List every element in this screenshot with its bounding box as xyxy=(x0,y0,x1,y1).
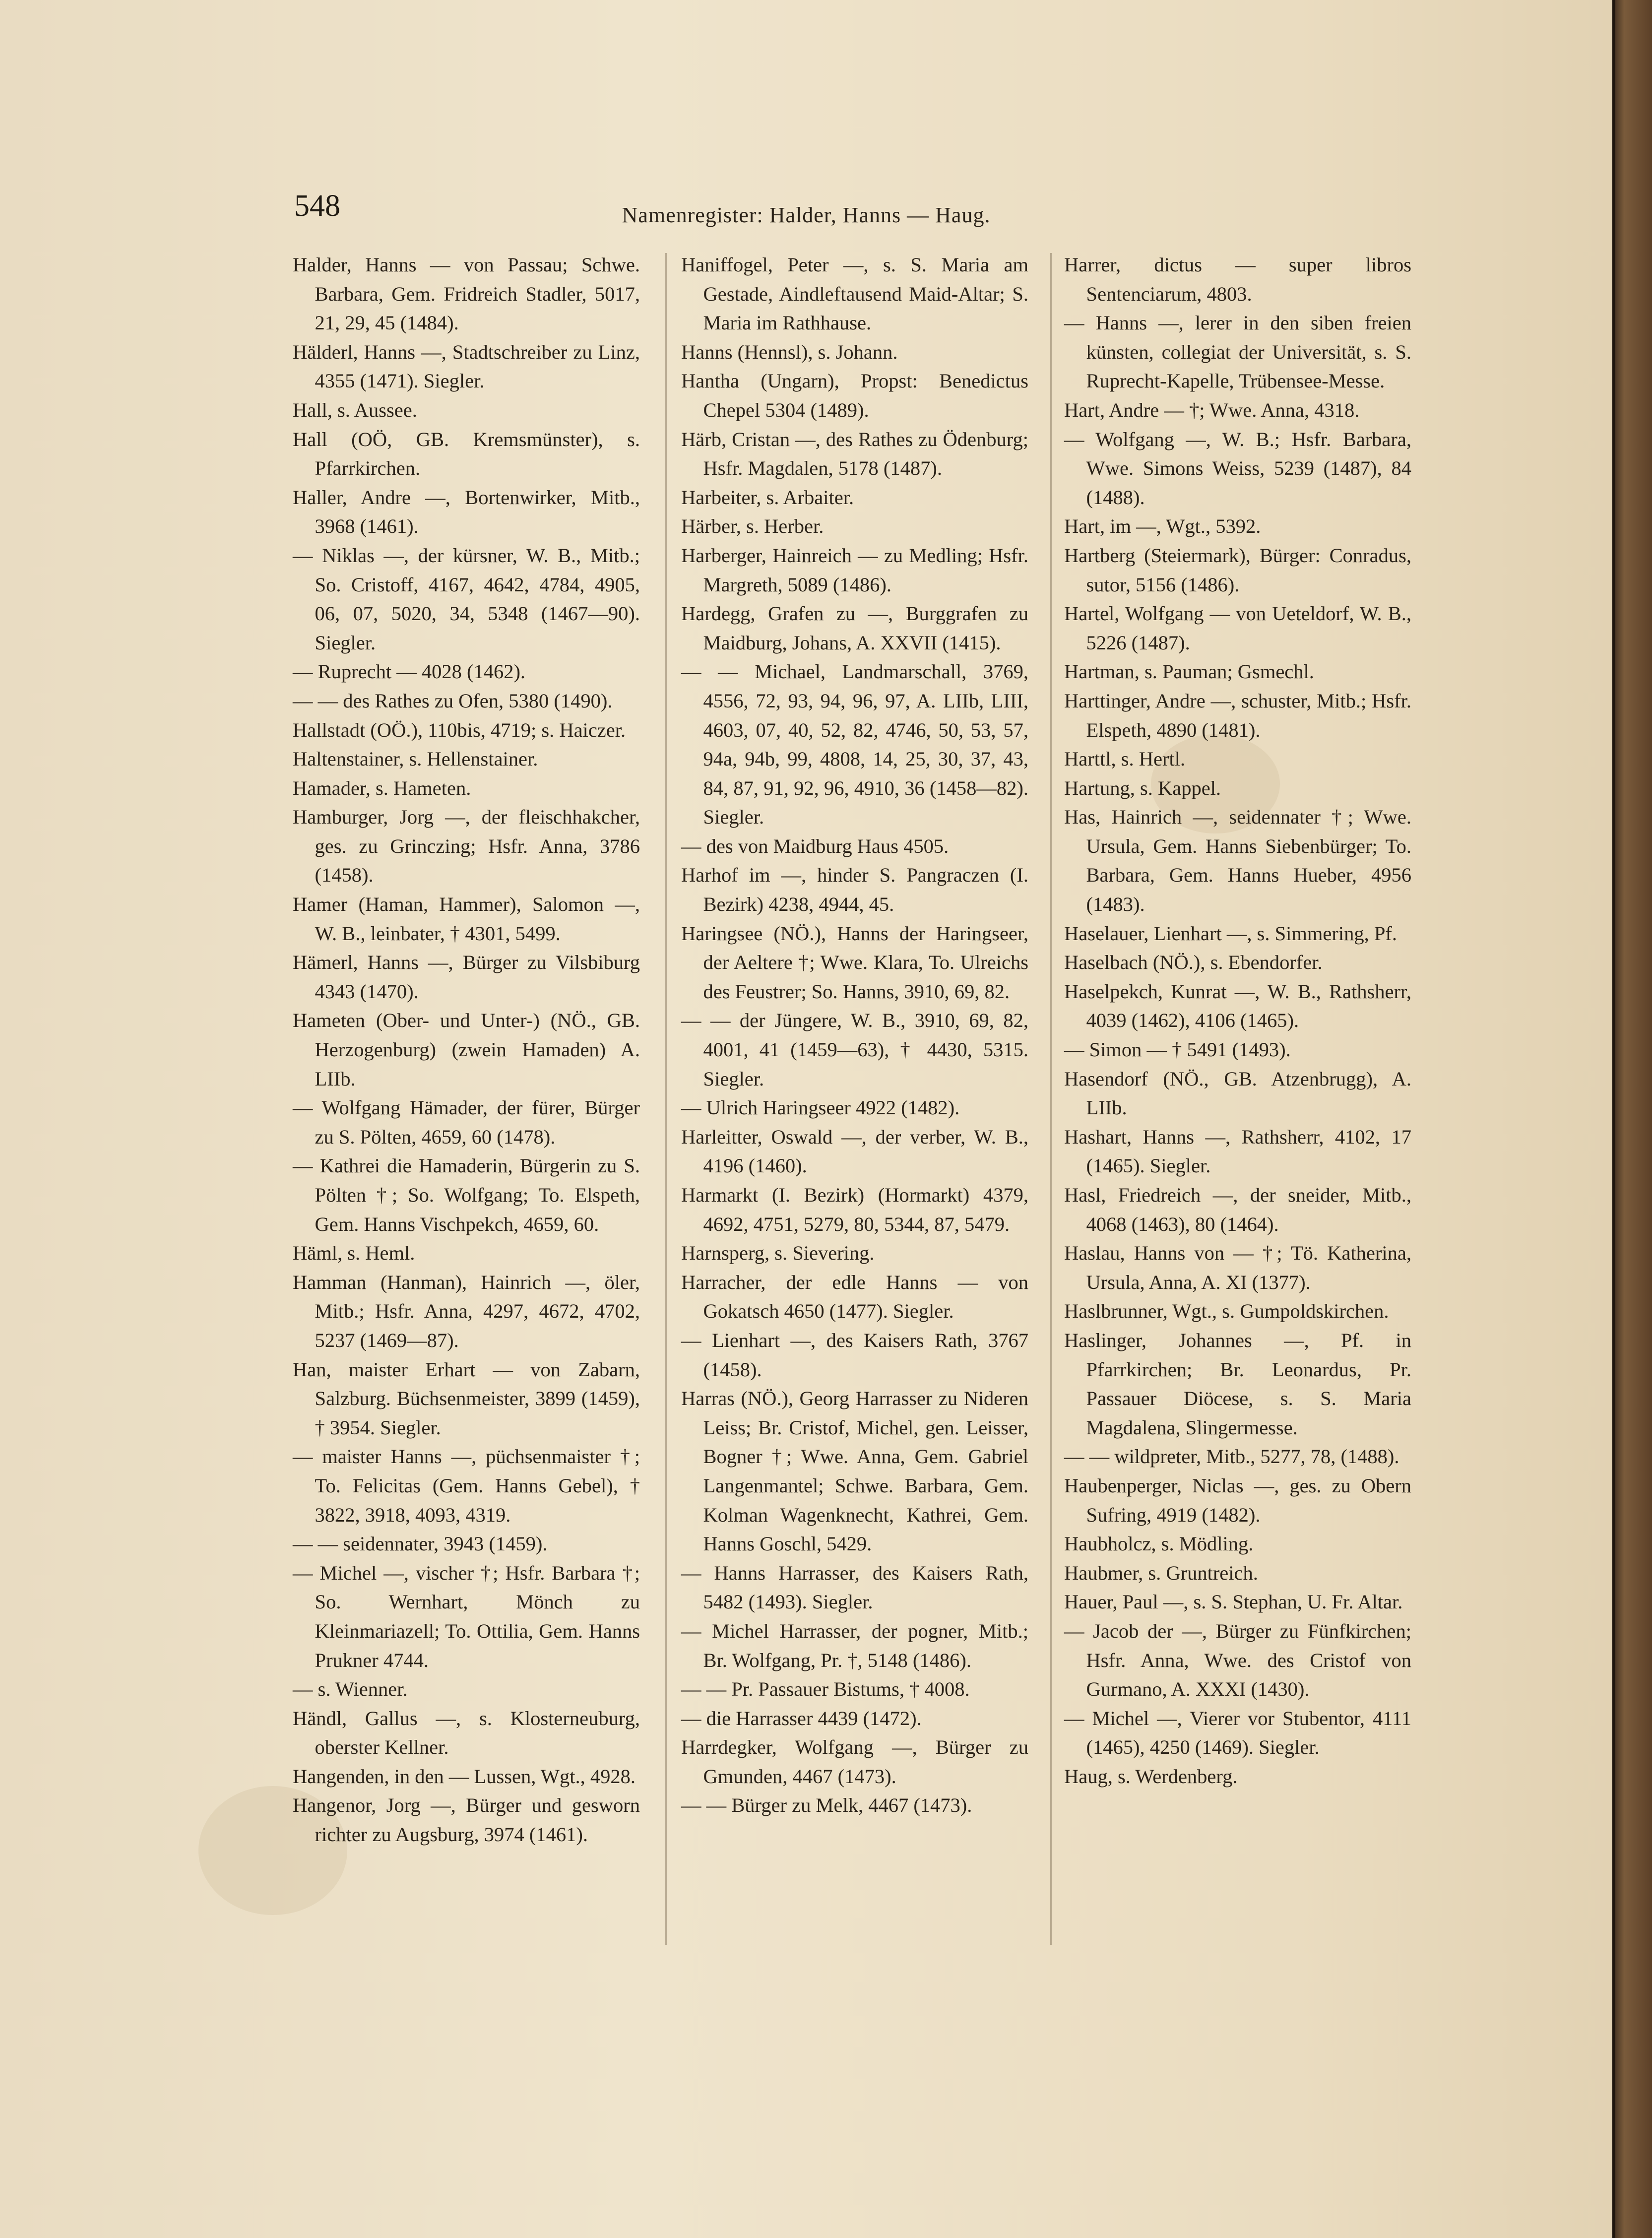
index-entry: Harttl, s. Hertl. xyxy=(1064,748,1186,770)
index-entry: Hangenor, Jorg —, Bürger und gesworn richter zu Augsburg, 3974 (1461). xyxy=(293,1794,640,1846)
index-entry: Hart, im —, Wgt., 5392. xyxy=(1064,515,1261,538)
index-entry: Harmarkt (I. Bezirk) (Hormarkt) 4379, 4692, 4751, 5279, 80, 5344, 87, 5479. xyxy=(681,1184,1028,1235)
index-entry: Hartel, Wolfgang — von Ueteldorf, W. B., 5226 (1487). xyxy=(1064,602,1411,654)
index-entry: — Michel —, vischer †; Hsfr. Barbara †; So. Wernhart, Mönch zu Kleinmariazell; To. Ottilia, Gem. Hanns Prukner 4744. xyxy=(293,1561,640,1671)
index-entry: Hamman (Hanman), Hainrich —, öler, Mitb.; Hsfr. Anna, 4297, 4672, 4702, 5237 (1469—87). xyxy=(293,1271,640,1351)
index-entry: Haslau, Hanns von — †; Tö. Katherina, Ursula, Anna, A. XI (1377). xyxy=(1064,1242,1411,1293)
index-entry: Hall, s. Aussee. xyxy=(293,398,417,421)
page-number: 548 xyxy=(294,189,340,223)
index-entry: Haslinger, Johannes —, Pf. in Pfarrkirchen; Br. Leonardus, Pr. Passauer Diöcese, s. S. Maria Magdalena, Slingermesse. xyxy=(1064,1329,1411,1439)
index-entry: Hasendorf (NÖ., GB. Atzenbrugg), A. LIIb. xyxy=(1064,1067,1411,1119)
index-entry: Harrdegker, Wolfgang —, Bürger zu Gmunden, 4467 (1473). xyxy=(681,1736,1028,1788)
book-spine xyxy=(1612,0,1652,2238)
index-entry: Harras (NÖ.), Georg Harrasser zu Nideren Leiss; Br. Cristof, Michel, gen. Leisser, Bogner †; Wwe. Anna, Gem. Gabriel Langenmantel; Schwe. Barbara, Gem. Kolman Wagenknecht, Kathrei, Gem. Hanns Goschl, 5429. xyxy=(681,1387,1028,1555)
index-entry: Haltenstainer, s. Hellenstainer. xyxy=(293,748,538,770)
index-entry: Haug, s. Werdenberg. xyxy=(1064,1765,1238,1788)
index-entry: Harttinger, Andre —, schuster, Mitb.; Hsfr. Elspeth, 4890 (1481). xyxy=(1064,689,1411,741)
index-column-3 xyxy=(1064,251,1411,1791)
running-head: Namenregister: Halder, Hanns — Haug. xyxy=(622,203,991,227)
index-entry: — maister Hanns —, püchsenmaister †; To. Felicitas (Gem. Hanns Gebel), † 3822, 3918, 4093, 4319. xyxy=(293,1445,640,1526)
index-entry: Hartman, s. Pauman; Gsmechl. xyxy=(1064,660,1314,683)
spine-edge xyxy=(1612,0,1615,2238)
index-entry: — — Bürger zu Melk, 4467 (1473). xyxy=(681,1794,972,1817)
index-entry: Hart, Andre — †; Wwe. Anna, 4318. xyxy=(1064,398,1360,421)
index-entry: Härber, s. Herber. xyxy=(681,515,824,538)
index-entry: Hantha (Ungarn), Propst: Benedictus Chepel 5304 (1489). xyxy=(681,370,1028,421)
index-entry: — Ruprecht — 4028 (1462). xyxy=(293,660,526,683)
index-entry: Händl, Gallus —, s. Klosterneuburg, oberster Kellner. xyxy=(293,1707,640,1759)
index-entry: — Hanns —, lerer in den siben freien künsten, collegiat der Universität, s. S. Ruprecht-Kapelle, Trübensee-Messe. xyxy=(1064,312,1411,392)
index-entry: Hanns (Hennsl), s. Johann. xyxy=(681,340,898,363)
index-entry: Harrer, dictus — super libros Sentenciarum, 4803. xyxy=(1064,254,1411,305)
index-entry: — Hanns Harrasser, des Kaisers Rath, 5482 (1493). Siegler. xyxy=(681,1561,1028,1613)
index-column-1 xyxy=(293,251,640,1850)
index-entry: Haselpekch, Kunrat —, W. B., Rathsherr, 4039 (1462), 4106 (1465). xyxy=(1064,980,1411,1032)
index-entry: Haubholcz, s. Mödling. xyxy=(1064,1533,1254,1555)
index-entry: — Niklas —, der kürsner, W. B., Mitb.; So. Cristoff, 4167, 4642, 4784, 4905, 06, 07, 5020, 34, 5348 (1467—90). Siegler. xyxy=(293,544,640,654)
column-rule xyxy=(1050,253,1052,1945)
index-entry: — Simon — † 5491 (1493). xyxy=(1064,1038,1291,1061)
index-entry: Harracher, der edle Hanns — von Gokatsch 4650 (1477). Siegler. xyxy=(681,1271,1028,1323)
index-entry: — Michel Harrasser, der pogner, Mitb.; Br. Wolfgang, Pr. †, 5148 (1486). xyxy=(681,1619,1028,1671)
index-entry: Hauer, Paul —, s. S. Stephan, U. Fr. Altar. xyxy=(1064,1591,1403,1613)
index-entry: Hamader, s. Hameten. xyxy=(293,776,471,799)
index-entry: Hasl, Friedreich —, der sneider, Mitb., 4068 (1463), 80 (1464). xyxy=(1064,1184,1411,1235)
index-entry: Harnsperg, s. Sievering. xyxy=(681,1242,875,1265)
index-entry: Hardegg, Grafen zu —, Burggrafen zu Maidburg, Johans, A. XXVII (1415). xyxy=(681,602,1028,654)
index-entry: — — Michael, Landmarschall, 3769, 4556, 72, 93, 94, 96, 97, A. LIIb, LIII, 4603, 07, 40, 52, 82, 4746, 50, 53, 57, 94a, 94b, 99, 4808, 14, 25, 30, 37, 43, 84, 87, 91, 92, 96, 4910, 36 (1458—82). Siegler. xyxy=(681,660,1028,829)
index-entry: — die Harrasser 4439 (1472). xyxy=(681,1707,922,1729)
index-entry: Hamburger, Jorg —, der fleischhakcher, ges. zu Grinczing; Hsfr. Anna, 3786 (1458). xyxy=(293,806,640,887)
index-entry: — Wolfgang —, W. B.; Hsfr. Barbara, Wwe. Simons Weiss, 5239 (1487), 84 (1488). xyxy=(1064,428,1411,509)
index-entry: — des von Maidburg Haus 4505. xyxy=(681,834,949,857)
index-entry: Haslbrunner, Wgt., s. Gumpoldskirchen. xyxy=(1064,1300,1389,1323)
index-entry: Has, Hainrich —, seidennater †; Wwe. Ursula, Gem. Hanns Siebenbürger; To. Barbara, Gem. Hanns Hueber, 4956 (1483). xyxy=(1064,806,1411,916)
index-entry: Haniffogel, Peter —, s. S. Maria am Gestade, Aindleftausend Maid-Altar; S. Maria im Rathhause. xyxy=(681,254,1028,334)
index-entry: Hartberg (Steiermark), Bürger: Conradus, sutor, 5156 (1486). xyxy=(1064,544,1411,596)
index-entry: Hallstadt (OÖ.), 110bis, 4719; s. Haiczer. xyxy=(293,718,626,741)
index-entry: — — des Rathes zu Ofen, 5380 (1490). xyxy=(293,689,613,712)
index-column-2 xyxy=(681,251,1028,1820)
index-entry: Harberger, Hainreich — zu Medling; Hsfr. Margreth, 5089 (1486). xyxy=(681,544,1028,596)
index-entry: Hashart, Hanns —, Rathsherr, 4102, 17 (1465). Siegler. xyxy=(1064,1125,1411,1177)
index-entry: — Ulrich Haringseer 4922 (1482). xyxy=(681,1096,960,1119)
index-entry: Hall (OÖ, GB. Kremsmünster), s. Pfarrkirchen. xyxy=(293,428,640,480)
index-entry: Haubenperger, Niclas —, ges. zu Obern Sufring, 4919 (1482). xyxy=(1064,1474,1411,1526)
index-entry: — Wolfgang Hämader, der fürer, Bürger zu S. Pölten, 4659, 60 (1478). xyxy=(293,1096,640,1148)
index-entry: Halder, Hanns — von Passau; Schwe. Barbara, Gem. Fridreich Stadler, 5017, 21, 29, 45 (1484). xyxy=(293,254,640,334)
index-entry: — s. Wienner. xyxy=(293,1678,408,1701)
index-entry: — — seidennater, 3943 (1459). xyxy=(293,1533,548,1555)
index-entry: Haller, Andre —, Bortenwirker, Mitb., 3968 (1461). xyxy=(293,486,640,538)
index-entry: — Michel —, Vierer vor Stubentor, 4111 (1465), 4250 (1469). Siegler. xyxy=(1064,1707,1411,1759)
index-entry: Haringsee (NÖ.), Hanns der Haringseer, der Aeltere †; Wwe. Klara, To. Ulreichs des Feustrer; So. Hanns, 3910, 69, 82. xyxy=(681,922,1028,1003)
index-entry: — Jacob der —, Bürger zu Fünfkirchen; Hsfr. Anna, Wwe. des Cristof von Gurmano, A. XXXI (1430). xyxy=(1064,1619,1411,1701)
index-entry: Hämerl, Hanns —, Bürger zu Vilsbiburg 4343 (1470). xyxy=(293,951,640,1003)
index-entry: Haubmer, s. Gruntreich. xyxy=(1064,1561,1258,1584)
index-entry: Hameten (Ober- und Unter-) (NÖ., GB. Herzogenburg) (zwein Hamaden) A. LIIb. xyxy=(293,1009,640,1090)
index-entry: Harleitter, Oswald —, der verber, W. B., 4196 (1460). xyxy=(681,1125,1028,1177)
index-entry: — — wildpreter, Mitb., 5277, 78, (1488). xyxy=(1064,1445,1399,1468)
index-entry: — Kathrei die Hamaderin, Bürgerin zu S. Pölten †; So. Wolfgang; To. Elspeth, Gem. Hanns Vischpekch, 4659, 60. xyxy=(293,1154,640,1235)
index-entry: — — Pr. Passauer Bistums, † 4008. xyxy=(681,1678,970,1701)
index-entry: Häml, s. Heml. xyxy=(293,1242,415,1265)
index-entry: — — der Jüngere, W. B., 3910, 69, 82, 4001, 41 (1459—63), † 4430, 5315. Siegler. xyxy=(681,1009,1028,1090)
index-entry: Harhof im —, hinder S. Pangraczen (I. Bezirk) 4238, 4944, 45. xyxy=(681,864,1028,916)
index-entry: Harbeiter, s. Arbaiter. xyxy=(681,486,854,509)
index-entry: — Lienhart —, des Kaisers Rath, 3767 (1458). xyxy=(681,1329,1028,1381)
index-entry: Hamer (Haman, Hammer), Salomon —, W. B., leinbater, † 4301, 5499. xyxy=(293,893,640,945)
index-entry: Hartung, s. Kappel. xyxy=(1064,776,1221,799)
index-entry: Härb, Cristan —, des Rathes zu Ödenburg; Hsfr. Magdalen, 5178 (1487). xyxy=(681,428,1028,480)
index-entry: Haselbach (NÖ.), s. Ebendorfer. xyxy=(1064,951,1323,974)
index-entry: Hälderl, Hanns —, Stadtschreiber zu Linz, 4355 (1471). Siegler. xyxy=(293,340,640,392)
index-entry: Han, maister Erhart — von Zabarn, Salzburg. Büchsenmeister, 3899 (1459), † 3954. Siegler. xyxy=(293,1358,640,1439)
index-entry: Haselauer, Lienhart —, s. Simmering, Pf. xyxy=(1064,922,1397,945)
index-entry: Hangenden, in den — Lussen, Wgt., 4928. xyxy=(293,1765,636,1788)
column-rule xyxy=(665,253,667,1945)
